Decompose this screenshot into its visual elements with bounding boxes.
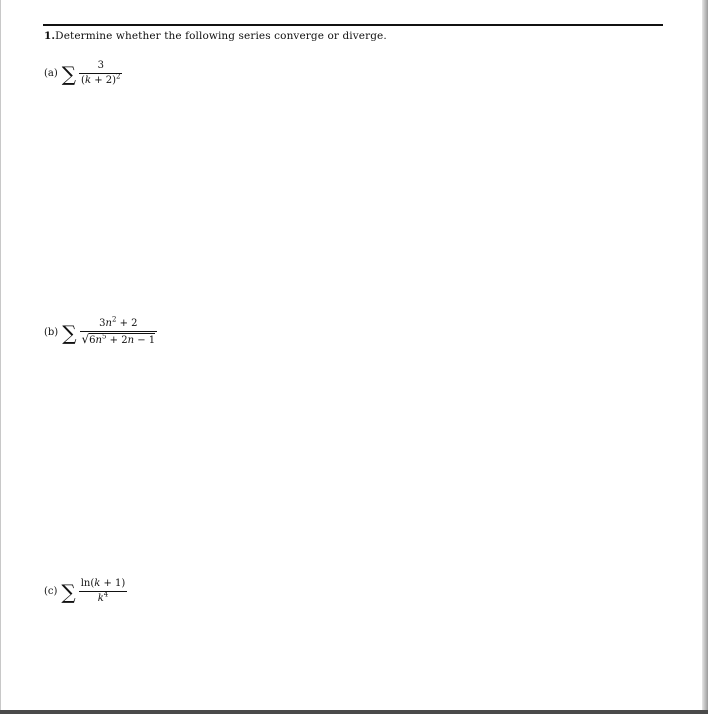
num-text: 3 <box>99 318 106 329</box>
problem-c-sum-symbol: ∑ <box>61 580 76 604</box>
page-left-edge <box>0 0 1 714</box>
den-text: 6 <box>89 334 96 346</box>
problem-a-label: (a) <box>44 67 58 79</box>
num-text: + 1) <box>100 578 126 589</box>
question-number: 1. <box>44 30 56 42</box>
den-variable: n <box>95 334 102 346</box>
problem-b-numerator <box>97 315 139 331</box>
problem-c-denominator <box>96 592 111 605</box>
den-exponent: 5 <box>101 332 107 341</box>
problem-a-denominator <box>79 74 122 87</box>
den-text: ( <box>81 74 85 86</box>
num-variable: n <box>105 318 112 329</box>
num-text: + 2 <box>116 318 138 329</box>
den-variable: k <box>84 74 92 86</box>
page-bottom-edge <box>0 710 708 714</box>
den-text: + 2) <box>91 74 117 86</box>
problem-a <box>44 60 122 86</box>
problem-c-numerator <box>79 578 128 591</box>
num-variable: k <box>94 578 101 589</box>
num-text: ln( <box>80 578 95 589</box>
problem-c-label: (c) <box>44 585 58 597</box>
num-exponent: 2 <box>111 315 117 324</box>
den-exponent: 4 <box>103 590 109 599</box>
problem-a-numerator: 3 <box>97 60 104 71</box>
problem-a-sum-symbol: ∑ <box>61 62 77 86</box>
page-right-edge <box>702 0 708 714</box>
problem-a-fraction <box>79 60 122 86</box>
problem-b-fraction <box>80 315 158 346</box>
den-variable: n <box>127 334 135 346</box>
question-heading <box>44 30 387 42</box>
problem-c <box>44 578 127 604</box>
den-text: + 2 <box>106 334 128 346</box>
problem-c-fraction <box>79 578 128 604</box>
problem-b-label: (b) <box>44 326 59 338</box>
question-text: Determine whether the following series converge or diverge. <box>55 30 387 42</box>
square-root <box>82 333 156 346</box>
den-text: − 1 <box>134 334 156 346</box>
problem-b <box>44 315 157 346</box>
radical-sign: √ <box>81 331 90 346</box>
problem-b-denominator <box>80 332 158 347</box>
den-exponent: 2 <box>116 72 121 81</box>
den-variable: k <box>97 592 104 604</box>
header-rule <box>43 24 663 26</box>
radicand <box>89 333 155 346</box>
problem-b-sum-symbol: ∑ <box>62 321 77 345</box>
